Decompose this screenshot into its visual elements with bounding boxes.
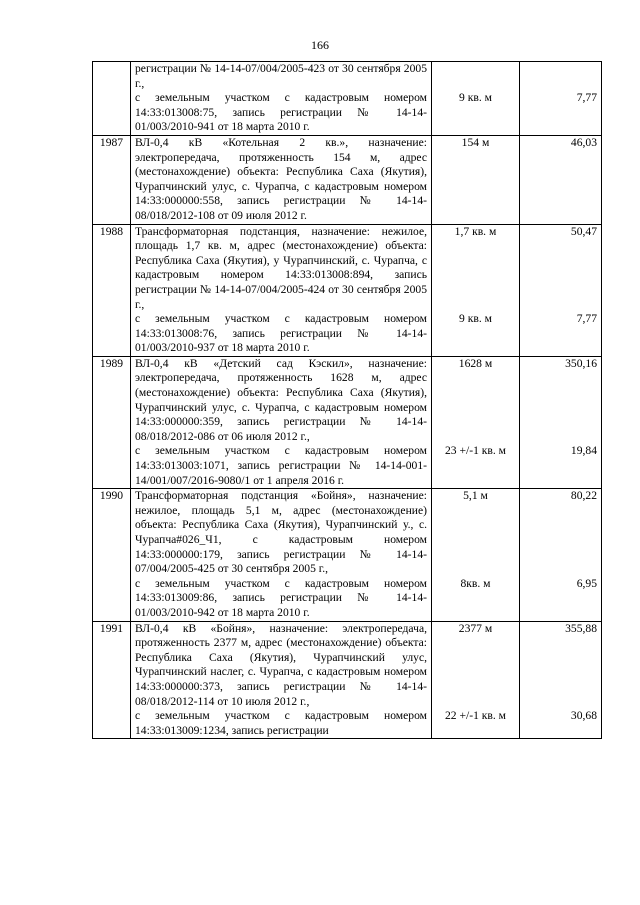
cost-value: 355,88 [565, 621, 597, 635]
description-part: с земельным участком с кадастровым номером 14:33:013003:1071, запись регистрации № 14-14-001-14/001/007/2016-9080/1 от 1 апреля 2016 г. [135, 444, 427, 487]
cost-value: 6,95 [576, 576, 597, 590]
row-number: 1987 [93, 135, 131, 224]
size-value: 23 +/-1 кв. м [444, 444, 507, 458]
description-part: ВЛ-0,4 кВ «Бойня», назначение: электропередача, протяженность 2377 м, адрес (местонахождение) объекта: Республика Саха (Якутия), Чурапчинский улус, Чурапчинский наслег, с. Чурапча, с кадастровым номером 14:33:000000:373, запись регистрации № 14-14-08/018/2012-114 от 10 июля 2012 г., [135, 621, 427, 708]
cost-value: 80,22 [570, 489, 597, 503]
table-row [93, 224, 602, 356]
cost-value: 350,16 [565, 356, 597, 370]
registry-table [92, 61, 602, 739]
table-row [93, 489, 602, 621]
description-part: Трансформаторная подстанция, назначение: нежилое, площадь 1,7 кв. м, адрес (местонахождение) объекта: Республика Саха (Якутия), у Чурапчинский, с. Чурапча, с кадастровым номером 14:33:013008:894, запись регистрации № 14-14-07/004/2005-424 от 30 сентября 2005 г., [135, 224, 427, 311]
object-description [131, 224, 432, 356]
row-number: 1989 [93, 356, 131, 488]
size-value: 1,7 кв. м [454, 224, 497, 238]
size-value: 1628 м [458, 356, 493, 370]
table-row [93, 356, 602, 488]
cost-value: 19,84 [570, 444, 597, 458]
description-part: с земельным участком с кадастровым номером 14:33:013008:75, запись регистрации № 14-14-01/003/2010-941 от 18 марта 2010 г. [135, 91, 427, 134]
row-number [93, 62, 131, 136]
row-number: 1988 [93, 224, 131, 356]
object-size [432, 135, 520, 224]
object-value [520, 135, 602, 224]
size-value: 2377 м [458, 621, 493, 635]
object-size [432, 62, 520, 136]
size-value: 9 кв. м [459, 312, 492, 326]
registry-table-body [93, 62, 602, 739]
cost-value: 7,77 [576, 91, 597, 105]
object-value [520, 489, 602, 621]
object-value [520, 224, 602, 356]
row-number: 1990 [93, 489, 131, 621]
description-part: Трансформаторная подстанция «Бойня», назначение: нежилое, площадь 5,1 м, адрес (местонахождение) объекта: Республика Саха (Якутия), Чурапчинский у., с. Чурапча#026_Ч1, с кадастровым номером 14:33:000000:179, запись регистрации № 14-14-07/004/2005-425 от 30 сентября 2005 г., [135, 489, 427, 576]
cost-value: 50,47 [570, 224, 597, 238]
object-value [520, 621, 602, 739]
description-part: с земельным участком с кадастровым номером 14:33:013008:76, запись регистрации № 14-14-01/003/2010-937 от 18 марта 2010 г. [135, 312, 427, 355]
size-value: 5,1 м [463, 489, 488, 503]
object-value [520, 62, 602, 136]
page-number: 166 [311, 38, 329, 52]
size-value: 154 м [461, 135, 490, 149]
cost-value: 7,77 [576, 312, 597, 326]
object-description [131, 489, 432, 621]
description-part: с земельным участком с кадастровым номером 14:33:013009:86, запись регистрации № 14-14-01/003/2010-942 от 18 марта 2010 г. [135, 576, 427, 619]
row-number: 1991 [93, 621, 131, 739]
table-row [93, 135, 602, 224]
table-row [93, 62, 602, 136]
size-value: 9 кв. м [459, 91, 492, 105]
object-size [432, 489, 520, 621]
description-part: ВЛ-0,4 кВ «Котельная 2 кв.», назначение: электропередача, протяженность 154 м, адрес (местонахождение) объекта: Республика Саха (Якутия), Чурапчинский улус, с. Чурапча, с кадастровым номером 14:33:000000:558, запись регистрации № 14-14-08/018/2012-108 от 09 июля 2012 г. [135, 135, 427, 222]
cost-value: 30,68 [570, 709, 597, 723]
object-size [432, 224, 520, 356]
size-value: 22 +/-1 кв. м [444, 709, 507, 723]
object-value [520, 356, 602, 488]
object-size [432, 621, 520, 739]
cost-value: 46,03 [570, 135, 597, 149]
object-description [131, 135, 432, 224]
description-part: ВЛ-0,4 кВ «Детский сад Кэскил», назначение: электропередача, протяженность 1628 м, адрес (местонахождение) объекта: Республика Саха (Якутия), Чурапчинский улус, с. Чурапча, с кадастровым номером 14:33:000000:359, запись регистрации № 14-14-08/018/2012-086 от 06 июля 2012 г., [135, 356, 427, 443]
object-description [131, 62, 432, 136]
size-value: 8кв. м [460, 576, 491, 590]
description-part: с земельным участком с кадастровым номером 14:33:013009:1234, запись регистрации [135, 709, 427, 737]
table-row [93, 621, 602, 739]
object-size [432, 356, 520, 488]
object-description [131, 621, 432, 739]
description-part: регистрации № 14-14-07/004/2005-423 от 30 сентября 2005 г., [135, 62, 427, 90]
object-description [131, 356, 432, 488]
